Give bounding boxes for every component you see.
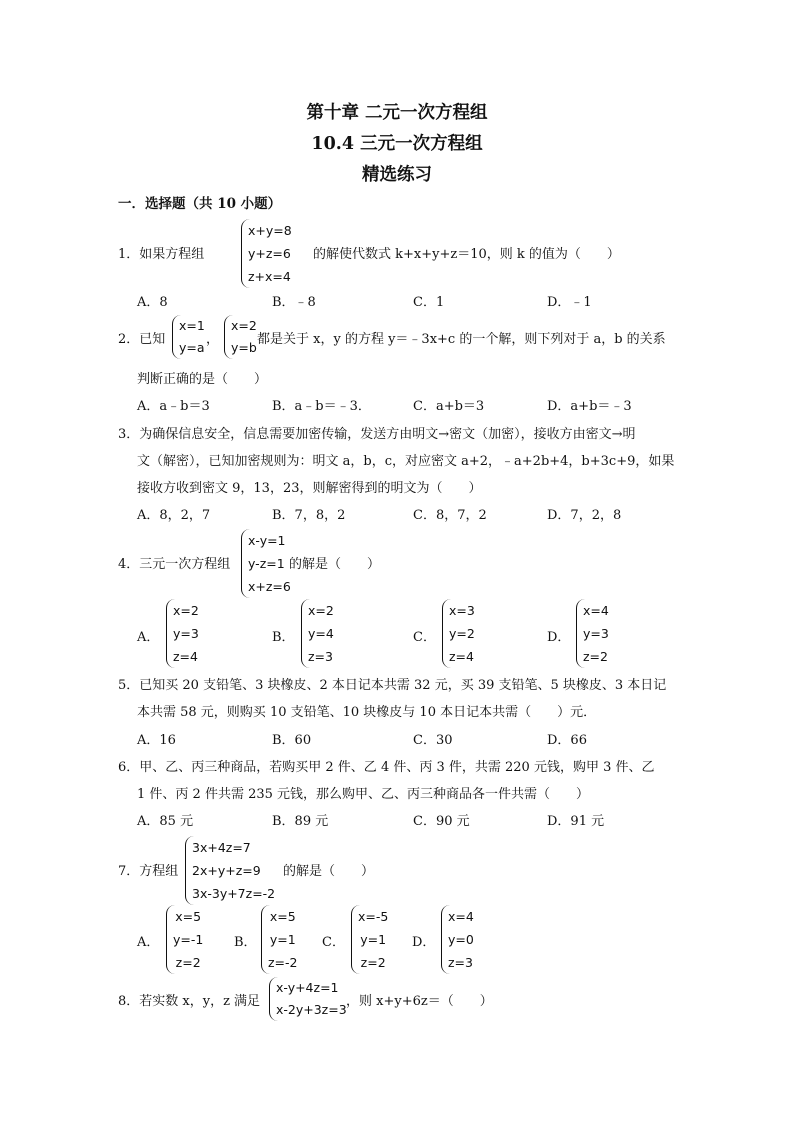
equation: y+z=6 <box>248 246 291 261</box>
q5-line-2: 本共需 58 元，则购买 10 支铅笔、10 块橡皮与 10 本日记本共需（ ）元． <box>137 705 597 720</box>
q2-line2: 判断正确的是（ ） <box>137 372 268 387</box>
q4-suffix: 的解是（ ） <box>289 557 381 572</box>
option-system <box>442 599 475 668</box>
equation: x+y=8 <box>248 223 292 238</box>
equation: y=4 <box>308 626 334 641</box>
equation: 3x+4z=7 <box>192 840 251 855</box>
q6-option-b[interactable]: B．89 元 <box>272 814 329 829</box>
q7-prefix: 7．方程组 <box>118 864 179 879</box>
q5-option-b[interactable]: B．60 <box>272 733 312 748</box>
q2-prefix: 2．已知 <box>118 332 166 347</box>
q2-option-d[interactable]: D．a+b＝﹣3 <box>547 399 632 414</box>
q1-option-b[interactable]: B．﹣8 <box>272 295 316 310</box>
equation: y=2 <box>449 626 475 641</box>
q1-prefix: 1．如果方程组 <box>118 247 205 262</box>
equation: x=2 <box>308 603 334 618</box>
q6-option-d[interactable]: D．91 元 <box>547 814 605 829</box>
q5-option-d[interactable]: D．66 <box>547 733 587 748</box>
q2-option-a[interactable]: A．a﹣b＝3 <box>137 399 210 414</box>
equation: 3x-3y+7z=-2 <box>192 886 276 901</box>
equation: z=4 <box>173 649 198 664</box>
q8-system <box>269 977 347 1021</box>
option-system <box>441 905 474 974</box>
equation: x=4 <box>583 603 609 618</box>
equation: x=5 <box>175 909 202 924</box>
equation: z=2 <box>175 955 201 970</box>
option-label: B． <box>272 630 295 645</box>
equation: z=3 <box>308 649 333 664</box>
equation: x=-5 <box>358 909 389 924</box>
q6-option-a[interactable]: A．85 元 <box>137 814 194 829</box>
q3-option-d[interactable]: D．7，2，8 <box>547 508 622 523</box>
q1-suffix: 的解使代数式 k+x+y+z＝10，则 k 的值为（ ） <box>313 247 620 262</box>
option-label: A． <box>137 935 160 950</box>
q6-line-2: 1 件、丙 2 件共需 235 元钱，那么购甲、乙、丙三种商品各一件共需（ ） <box>137 787 590 802</box>
equation: x=2 <box>231 318 257 333</box>
q3-option-a[interactable]: A．8，2，7 <box>137 508 211 523</box>
q1-option-a[interactable]: A．8 <box>137 295 168 310</box>
q2-system-2 <box>224 315 257 359</box>
option-label: C． <box>322 935 345 950</box>
equation: z=3 <box>448 955 473 970</box>
q7-system <box>185 836 275 905</box>
equation: y=1 <box>269 932 296 947</box>
equation: z+x=4 <box>248 269 291 284</box>
q3-option-b[interactable]: B．7，8，2 <box>272 508 346 523</box>
q2-system-1 <box>172 315 205 359</box>
option-label: D． <box>547 630 571 645</box>
option-label: A． <box>137 630 160 645</box>
q2-comma: ， <box>206 332 220 347</box>
equation: x-y+4z=1 <box>276 980 339 995</box>
option-system <box>576 599 609 668</box>
equation: x-2y+3z=3 <box>276 1002 347 1017</box>
q7-suffix: 的解是（ ） <box>283 864 375 879</box>
option-system <box>301 599 334 668</box>
option-system <box>261 905 298 974</box>
equation: z=4 <box>449 649 474 664</box>
equation: z=2 <box>583 649 608 664</box>
equation: x=2 <box>173 603 199 618</box>
q5-option-c[interactable]: C．30 <box>413 733 453 748</box>
section-heading: 一．选择题（共 10 小题） <box>118 196 282 212</box>
equation: y=a <box>179 340 205 355</box>
q3-line-2: 文（解密），已知加密规则为：明文 a，b，c，对应密文 a+2，﹣a+2b+4，b+3c+9，如果 <box>137 454 675 469</box>
q1-option-c[interactable]: C．1 <box>413 295 445 310</box>
equation: z=-2 <box>268 955 298 970</box>
option-label: C． <box>413 630 436 645</box>
q4-system <box>241 529 291 598</box>
option-label: B． <box>234 935 257 950</box>
equation: 2x+y+z=9 <box>192 863 261 878</box>
section-title: 10.4 三元一次方程组 <box>311 134 483 154</box>
equation: y-z=1 <box>248 556 285 571</box>
equation: x=4 <box>448 909 474 924</box>
option-system <box>166 905 203 974</box>
equation: x+z=6 <box>248 579 291 594</box>
equation: y=1 <box>360 932 387 947</box>
q2-option-c[interactable]: C．a+b＝3 <box>413 399 485 414</box>
q2-suffix: 都是关于 x，y 的方程 y＝﹣3x+c 的一个解，则下列对于 a，b 的关系 <box>257 332 666 347</box>
equation: z=2 <box>360 955 386 970</box>
subtitle: 精选练习 <box>362 165 432 185</box>
chapter-title: 第十章 二元一次方程组 <box>306 103 488 123</box>
q5-option-a[interactable]: A．16 <box>137 733 176 748</box>
equation: y=3 <box>173 626 199 641</box>
option-system <box>166 599 199 668</box>
q6-option-c[interactable]: C．90 元 <box>413 814 470 829</box>
option-label: D． <box>412 935 436 950</box>
equation: y=0 <box>448 932 474 947</box>
q4-prefix: 4．三元一次方程组 <box>118 557 231 572</box>
q3-line-3: 接收方收到密文 9，13，23，则解密得到的明文为（ ） <box>137 481 482 496</box>
q1-system <box>241 219 292 288</box>
equation: y=b <box>231 340 257 355</box>
equation: y=-1 <box>173 932 204 947</box>
equation: x-y=1 <box>248 533 286 548</box>
q3-line-1: 3．为确保信息安全，信息需要加密传输，发送方由明文→密文（加密），接收方由密文→明 <box>118 427 636 442</box>
q2-option-b[interactable]: B．a﹣b＝﹣3． <box>272 399 371 414</box>
q3-option-c[interactable]: C．8，7，2 <box>413 508 487 523</box>
q5-line-1: 5．已知买 20 支铅笔、3 块橡皮、2 本日记本共需 32 元，买 39 支铅笔、5 块橡皮、3 本日记 <box>118 678 667 693</box>
q1-option-d[interactable]: D．﹣1 <box>547 295 592 310</box>
q8-prefix: 8．若实数 x，y，z 满足 <box>118 994 261 1009</box>
q6-line-1: 6．甲、乙、丙三种商品，若购买甲 2 件、乙 4 件、丙 3 件，共需 220 元钱，购甲 3 件、乙 <box>118 760 655 775</box>
equation: x=1 <box>179 318 205 333</box>
equation: y=3 <box>583 626 609 641</box>
equation: x=3 <box>449 603 475 618</box>
option-system <box>351 905 388 974</box>
q8-suffix: ，则 x+y+6z＝（ ） <box>346 994 493 1009</box>
equation: x=5 <box>269 909 296 924</box>
